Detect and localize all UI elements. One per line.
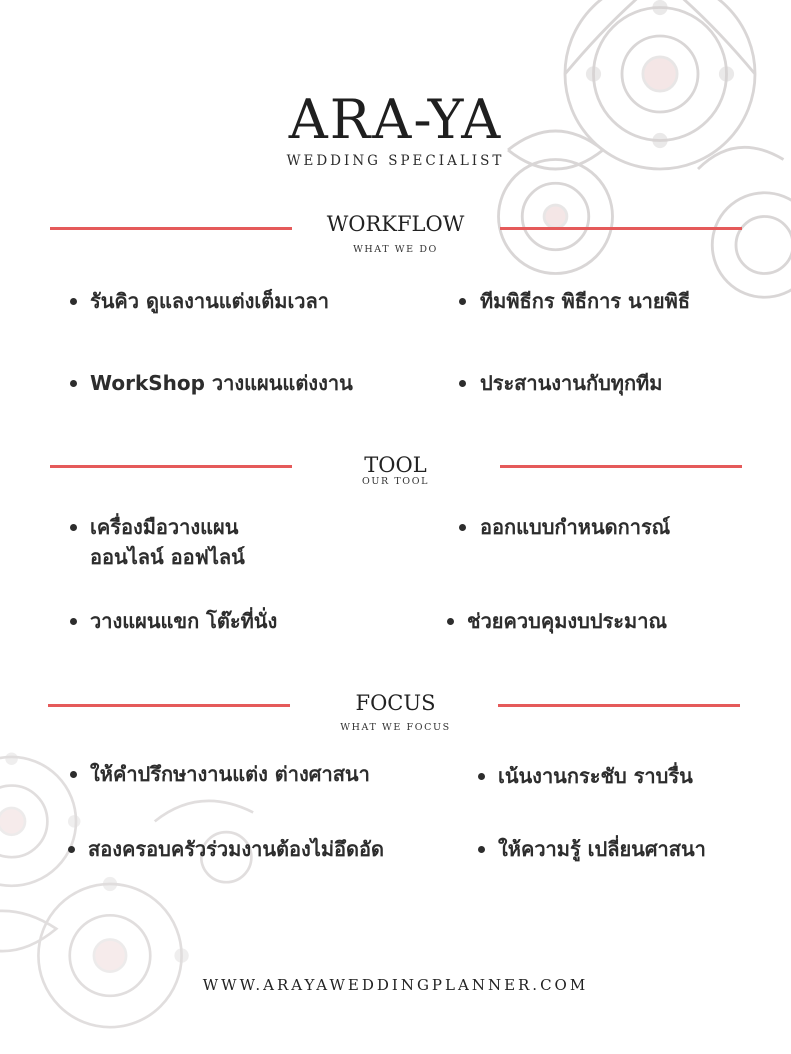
bullet-icon [68,846,75,853]
tool-item: วางแผนแขก โต๊ะที่นั่ง [90,609,278,633]
focus-item: ให้คำปรึกษางานแต่ง ต่างศาสนา [90,762,370,786]
tool-item-continuation: ออนไลน์ ออฟไลน์ [90,545,245,569]
tool-subheading: OUR TOOL [362,476,429,487]
workflow-item: WorkShop วางแผนแต่งงาน [90,371,353,395]
workflow-heading: WORKFLOW [326,212,465,236]
bullet-icon [459,380,466,387]
brand-title: ARA-YA [288,88,503,151]
bullet-icon [459,524,466,531]
bullet-icon [447,618,454,625]
focus-item: เน้นงานกระชับ ราบรื่น [498,764,693,788]
workflow-item: ประสานงานกับทุกทีม [480,371,663,395]
workflow-item: ทีมพิธีกร พิธีการ นายพิธี [480,289,691,313]
tool-item: ออกแบบกำหนดการณ์ [480,515,671,539]
brand-subtitle: WEDDING SPECIALIST [286,153,505,169]
tool-item: ช่วยควบคุมงบประมาณ [467,609,667,633]
website-url[interactable]: WWW.ARAYAWEDDINGPLANNER.COM [202,976,589,994]
workflow-subheading: WHAT WE DO [353,244,438,255]
focus-item: สองครอบครัวร่วมงานต้องไม่อึดอัด [88,837,384,861]
bullet-icon [459,298,466,305]
bullet-icon [70,771,77,778]
bullet-icon [478,846,485,853]
bullet-icon [70,618,77,625]
workflow-item: รันคิว ดูแลงานแต่งเต็มเวลา [90,289,329,313]
tool-heading: TOOL [364,453,427,477]
focus-item: ให้ความรู้ เปลี่ยนศาสนา [498,837,706,861]
bullet-icon [478,773,485,780]
bullet-icon [70,298,77,305]
bullet-icon [70,524,77,531]
focus-subheading: WHAT WE FOCUS [340,722,451,733]
focus-heading: FOCUS [355,691,436,715]
bullet-icon [70,380,77,387]
tool-item: เครื่องมือวางแผน [90,515,239,539]
